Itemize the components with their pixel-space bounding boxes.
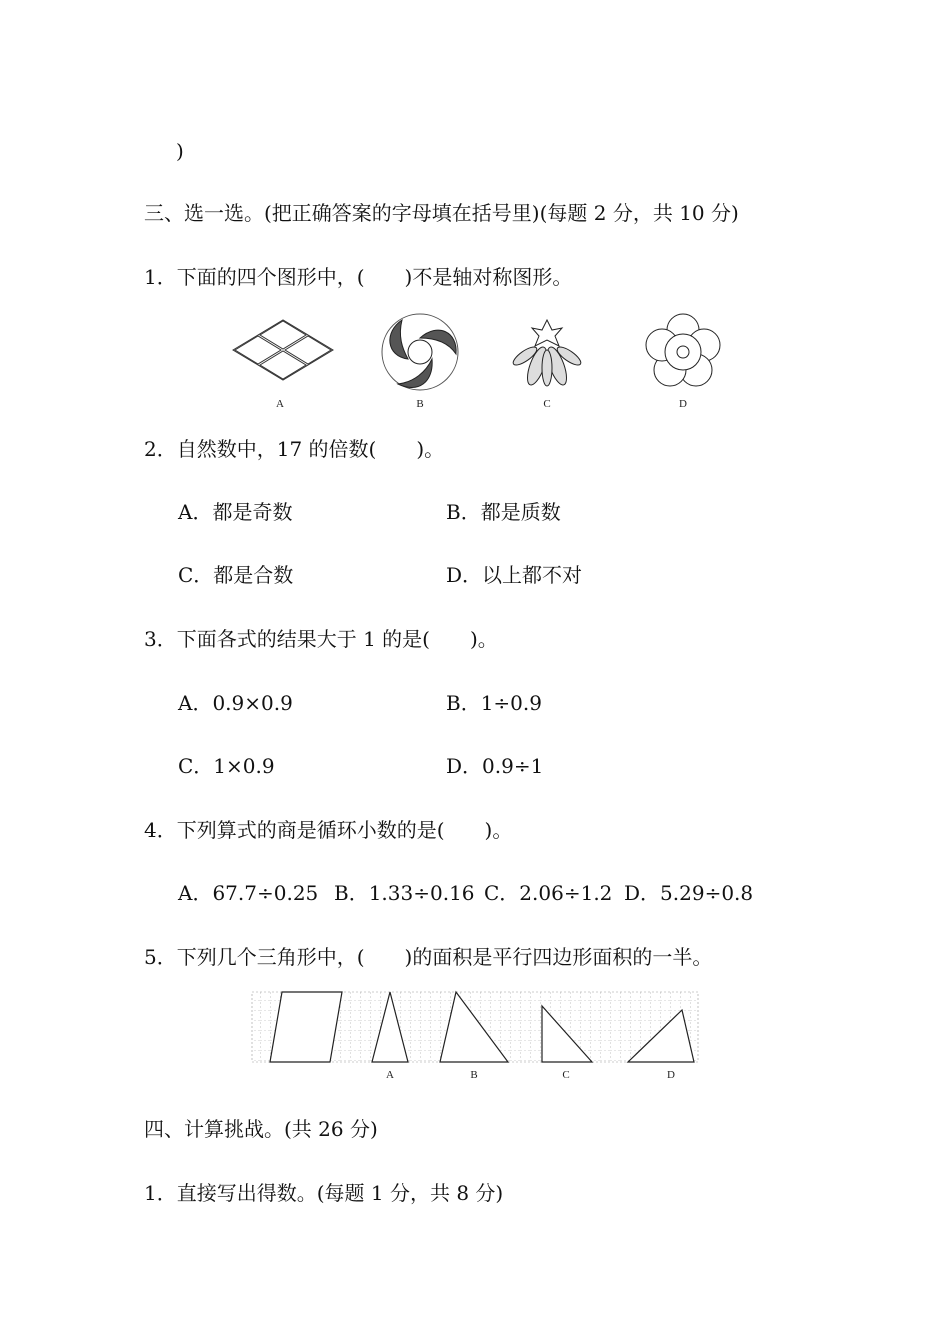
- section-4-question-1-stem: 1．直接写出得数。(每题 1 分，共 8 分): [144, 1181, 504, 1205]
- question-1-stem: 1．下面的四个图形中，( )不是轴对称图形。: [144, 265, 573, 289]
- parallelogram: [270, 992, 342, 1062]
- q3-option-d: D．0.9÷1: [446, 754, 544, 778]
- section-3-title: 三、选一选。(把正确答案的字母填在括号里)(每题 2 分，共 10 分): [144, 201, 739, 225]
- q3-option-c: C．1×0.9: [178, 754, 275, 778]
- triangle-label-d: D: [667, 1069, 675, 1081]
- q2-option-a: A．都是奇数: [178, 500, 293, 524]
- question-5-stem: 5．下列几个三角形中，( )的面积是平行四边形面积的一半。: [144, 945, 713, 969]
- question-2-stem: 2．自然数中，17 的倍数( )。: [144, 437, 445, 461]
- q2-option-b: B．都是质数: [446, 500, 561, 524]
- q4-option-b: B．1.33÷0.16: [334, 881, 475, 905]
- q4-option-d: D．5.29÷0.8: [624, 881, 754, 905]
- triangle-label-b: B: [470, 1069, 478, 1081]
- q3-option-a: A．0.9×0.9: [178, 691, 293, 715]
- q4-option-c: C．2.06÷1.2: [484, 881, 613, 905]
- figure-b-triple-swirl: [382, 314, 458, 390]
- top-bracket-fragment: ): [176, 139, 184, 163]
- figure-label-c: C: [543, 398, 551, 410]
- triangle-label-a: A: [386, 1069, 394, 1081]
- figure-label-b: B: [416, 398, 424, 410]
- triangle-label-c: C: [562, 1069, 570, 1081]
- question-3-stem: 3．下面各式的结果大于 1 的是( )。: [144, 627, 498, 651]
- q4-option-a: A．67.7÷0.25: [178, 881, 319, 905]
- figure-label-d: D: [679, 398, 687, 410]
- symmetry-figures: [225, 312, 735, 412]
- figure-label-a: A: [276, 398, 284, 410]
- figure-d-flower: [646, 314, 720, 386]
- section-4-title: 四、计算挑战。(共 26 分): [144, 1117, 378, 1141]
- question-4-stem: 4．下列算式的商是循环小数的是( )。: [144, 818, 513, 842]
- figure-c-leaf-emblem: [511, 320, 584, 387]
- figure-a-rhombus-grid: [233, 320, 333, 380]
- q2-option-c: C．都是合数: [178, 563, 294, 587]
- triangle-grid-figure: [250, 990, 700, 1082]
- q2-option-d: D．以上都不对: [446, 563, 583, 587]
- q3-option-b: B．1÷0.9: [446, 691, 542, 715]
